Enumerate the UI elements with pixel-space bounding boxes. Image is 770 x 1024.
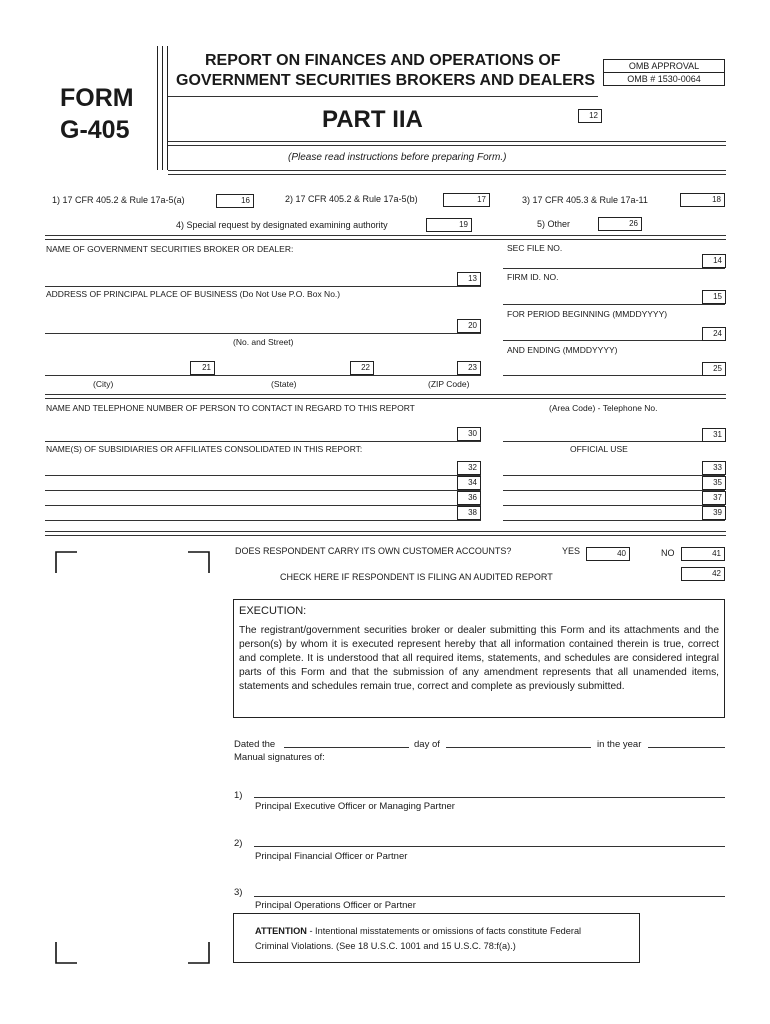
crop-mark-bottom-left [55,942,77,964]
firm-id-field[interactable]: 15 [702,290,726,304]
section-double-rule [45,394,726,399]
header-double-rule [168,141,726,146]
sec-file-field[interactable]: 14 [702,254,726,268]
option-4-checkbox[interactable]: 19 [426,218,472,232]
official-use-field[interactable]: 39 [702,506,726,520]
date-month-line[interactable] [446,747,591,748]
execution-heading: EXECUTION: [239,605,307,617]
firm-id-line [503,304,725,305]
option-2-checkbox[interactable]: 17 [443,193,490,207]
signature-3-number: 3) [234,887,243,898]
city-line [45,375,215,376]
date-year-line[interactable] [648,747,725,748]
subsidiary-line [45,520,481,521]
sec-file-label: SEC FILE NO. [507,243,563,253]
dated-the-label: Dated the [234,739,276,750]
no-checkbox[interactable]: 41 [681,547,725,561]
zip-label: (ZIP Code) [428,379,470,389]
subsidiary-field[interactable]: 38 [457,506,481,520]
yes-label: YES [562,546,581,556]
manual-signatures-label: Manual signatures of: [234,752,325,763]
period-end-line [503,375,725,376]
header-rule [168,96,598,97]
city-field[interactable]: 21 [190,361,215,375]
crop-mark-bottom-right [188,942,210,964]
report-title-line2: GOVERNMENT SECURITIES BROKERS AND DEALERS [176,72,595,89]
option-1-checkbox[interactable]: 16 [216,194,254,208]
option-5-checkbox[interactable]: 26 [598,217,642,231]
address-field[interactable]: 20 [457,319,481,333]
form-number: G-405 [60,116,130,144]
contact-field[interactable]: 30 [457,427,481,441]
omb-approval-box [603,59,725,86]
date-day-line[interactable] [284,747,409,748]
official-use-line [503,505,725,506]
official-use-field[interactable]: 35 [702,476,726,490]
signature-1-number: 1) [234,790,243,801]
attention-text-line2: Criminal Violations. (See 18 U.S.C. 1001 and 15 U.S.C. 78:f(a).) [255,941,516,951]
state-line [215,375,374,376]
city-label: (City) [93,379,114,389]
execution-box [233,599,725,718]
attention-box [233,913,640,963]
contact-label: NAME AND TELEPHONE NUMBER OF PERSON TO CONTACT IN REGARD TO THIS REPORT [46,403,415,413]
official-use-field[interactable]: 33 [702,461,726,475]
broker-name-label: NAME OF GOVERNMENT SECURITIES BROKER OR DEALER: [46,244,294,254]
official-use-line [503,520,725,521]
crop-mark-top-left [55,551,77,573]
header-divider [167,46,168,170]
signature-2-title: Principal Financial Officer or Partner [255,851,408,862]
zip-line [374,375,481,376]
option-4-label: 4) Special request by designated examining authority [176,220,388,230]
audited-report-question: CHECK HERE IF RESPONDENT IS FILING AN AUDITED REPORT [280,572,553,582]
state-field[interactable]: 22 [350,361,374,375]
official-use-label: OFFICIAL USE [570,444,628,454]
sec-file-line [503,268,725,269]
section-double-rule [45,235,726,240]
signature-2-line[interactable] [254,846,725,847]
signature-2-number: 2) [234,838,243,849]
period-end-field[interactable]: 25 [702,362,726,376]
subsidiary-line [45,490,481,491]
contact-line [45,441,481,442]
official-use-line [503,490,725,491]
part-title: PART IIA [322,106,423,133]
option-1-label: 1) 17 CFR 405.2 & Rule 17a-5(a) [52,195,185,205]
signature-1-title: Principal Executive Officer or Managing Partner [255,801,455,812]
subsidiary-line [45,505,481,506]
execution-statement: The registrant/government securities broker or dealer submitting this Form and its attachments and the person(s) by whom it is executed represent hereby that all information contained therein is true, correct and complete. It is understood that all required items, statements, and schedules are considered integral parts of this Form and that the submission of any amendment represents that all unamended items, statements and schedules remain true, correct and complete as previously submitted. [239,625,719,692]
section-double-rule [45,531,726,536]
option-5-label: 5) Other [537,219,571,229]
report-title-line1: REPORT ON FINANCES AND OPERATIONS OF [205,52,561,69]
option-3-checkbox[interactable]: 18 [680,193,725,207]
yes-checkbox[interactable]: 40 [586,547,630,561]
subsidiary-line [45,475,481,476]
period-begin-label: FOR PERIOD BEGINNING (MMDDYYYY) [507,309,668,319]
audited-report-checkbox[interactable]: 42 [681,567,725,581]
attention-text: - Intentional misstatements or omissions of facts constitute Federal [306,926,582,936]
phone-line [503,441,725,442]
instructions-note: (Please read instructions before preparing Form.) [288,152,507,163]
no-label: NO [661,548,675,558]
option-3-label: 3) 17 CFR 405.3 & Rule 17a-11 [522,195,648,205]
signature-3-title: Principal Operations Officer or Partner [255,900,416,911]
phone-label: (Area Code) - Telephone No. [549,403,658,413]
period-begin-line [503,340,725,341]
official-use-field[interactable]: 37 [702,491,726,505]
omb-approval-label: OMB APPROVAL [604,60,724,73]
broker-name-line [45,286,481,287]
in-the-year-label: in the year [597,739,642,750]
zip-field[interactable]: 23 [457,361,481,375]
state-label: (State) [271,379,297,389]
signature-3-line[interactable] [254,896,725,897]
day-of-label: day of [414,739,440,750]
broker-name-field[interactable]: 13 [457,272,481,286]
header-divider [162,46,163,170]
option-2-label: 2) 17 CFR 405.2 & Rule 17a-5(b) [285,194,418,204]
form-label: FORM [60,84,134,112]
subsidiaries-label: NAME(S) OF SUBSIDIARIES OR AFFILIATES CONSOLIDATED IN THIS REPORT: [46,444,363,454]
subsidiary-field[interactable]: 36 [457,491,481,505]
subsidiary-field[interactable]: 34 [457,476,481,490]
customer-accounts-question: DOES RESPONDENT CARRY ITS OWN CUSTOMER ACCOUNTS? [235,546,512,556]
signature-1-line[interactable] [254,797,725,798]
phone-field[interactable]: 31 [702,428,726,442]
period-end-label: AND ENDING (MMDDYYYY) [507,345,618,355]
header-divider [157,46,158,170]
firm-id-label: FIRM ID. NO. [507,272,559,282]
part-code: 12 [578,109,602,123]
omb-number: OMB # 1530-0064 [627,74,701,84]
period-begin-field[interactable]: 24 [702,327,726,341]
address-line [45,333,481,334]
subsidiary-field[interactable]: 32 [457,461,481,475]
header-double-rule [168,170,726,175]
attention-label: ATTENTION [255,926,307,936]
crop-mark-top-right [188,551,210,573]
street-label: (No. and Street) [233,337,294,347]
official-use-line [503,475,725,476]
address-label: ADDRESS OF PRINCIPAL PLACE OF BUSINESS (Do Not Use P.O. Box No.) [46,289,341,299]
